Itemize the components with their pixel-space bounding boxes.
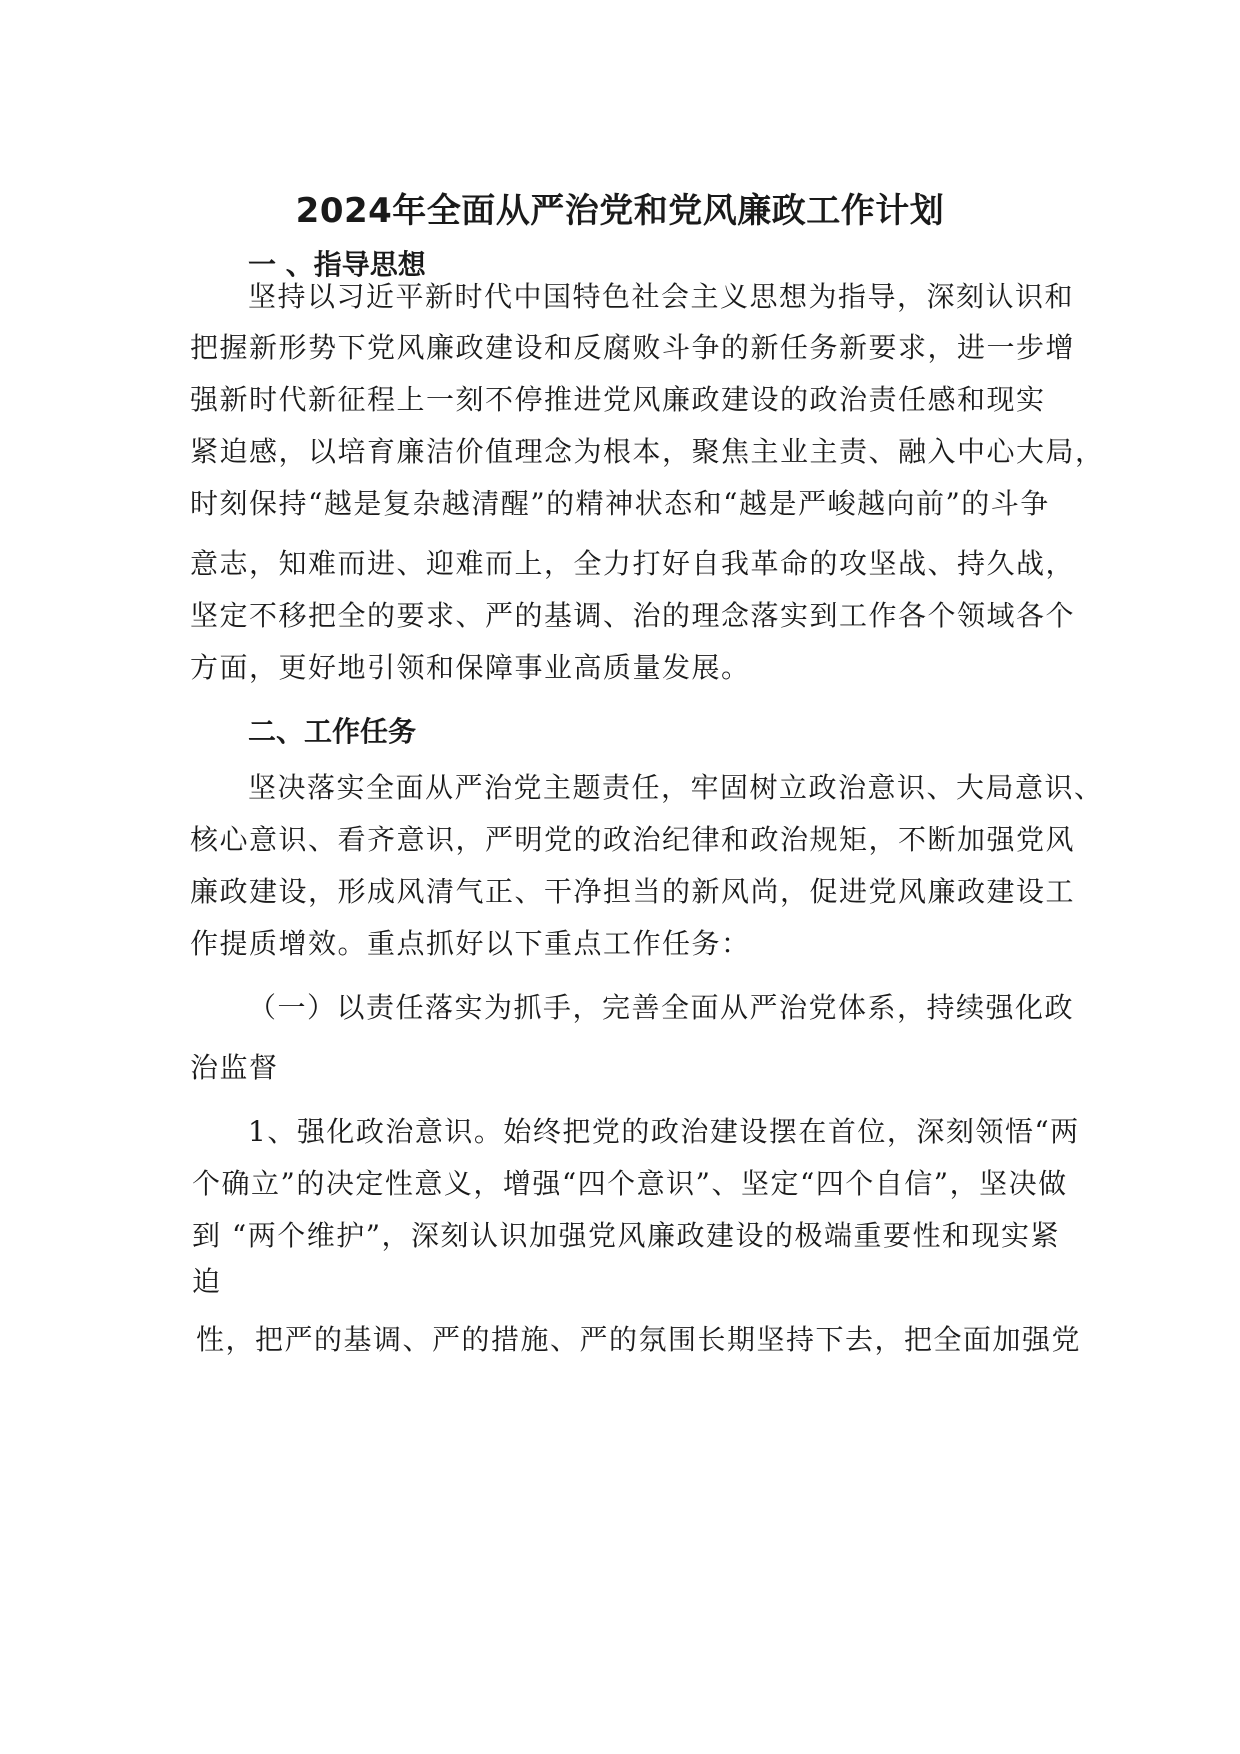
document-title: 2024年全面从严治党和党风廉政工作计划 [295,191,945,231]
item-line: 性，把严的基调、严的措施、严的氛围长期坚持下去，把全面加强党 [196,1323,1082,1356]
subheading-line: 治监督 [190,1051,279,1084]
paragraph-line: 时刻保持“越是复杂越清醒”的精神状态和“越是严峻越向前”的斗争 [190,487,1050,520]
item-line: 个确立”的决定性意义，增强“四个意识”、坚定“四个自信”，坚决做 [192,1167,1068,1200]
paragraph-line: 作提质增效。重点抓好以下重点工作任务： [190,927,751,960]
paragraph-line: 方面，更好地引领和保障事业高质量发展。 [190,651,751,684]
paragraph-line: 坚决落实全面从严治党主题责任，牢固树立政治意识、大局意识、 [248,771,1104,804]
paragraph-line: 廉政建设，形成风清气正、干净担当的新风尚，促进党风廉政建设工 [190,875,1076,908]
paragraph-line: 把握新形势下党风廉政建设和反腐败斗争的新任务新要求，进一步增 [190,331,1076,364]
paragraph-line: 核心意识、看齐意识，严明党的政治纪律和政治规矩，不断加强党风 [190,823,1076,856]
paragraph-line: 坚定不移把全的要求、严的基调、治的理念落实到工作各个领域各个 [190,599,1076,632]
section-heading-guiding-thought: 一 、指导思想 [248,248,426,281]
paragraph-line: 紧迫感，以培育廉洁价值理念为根本，聚焦主业主责、融入中心大局， [190,435,1105,468]
subheading-line: （一）以责任落实为抓手，完善全面从严治党体系，持续强化政 [248,991,1075,1024]
item-line: 1、强化政治意识。始终把党的政治建设摆在首位，深刻领悟“两 [248,1115,1080,1148]
paragraph-line: 意志，知难而进、迎难而上，全力打好自我革命的攻坚战、持久战， [190,547,1076,580]
item-line: 迫 [192,1265,222,1298]
paragraph-line: 坚持以习近平新时代中国特色社会主义思想为指导，深刻认识和 [248,280,1075,313]
item-line: 到 “两个维护”，深刻认识加强党风廉政建设的极端重要性和现实紧 [192,1219,1061,1252]
section-heading-work-tasks: 二、工作任务 [248,715,417,748]
paragraph-line: 强新时代新征程上一刻不停推进党风廉政建设的政治责任感和现实 [190,383,1046,416]
